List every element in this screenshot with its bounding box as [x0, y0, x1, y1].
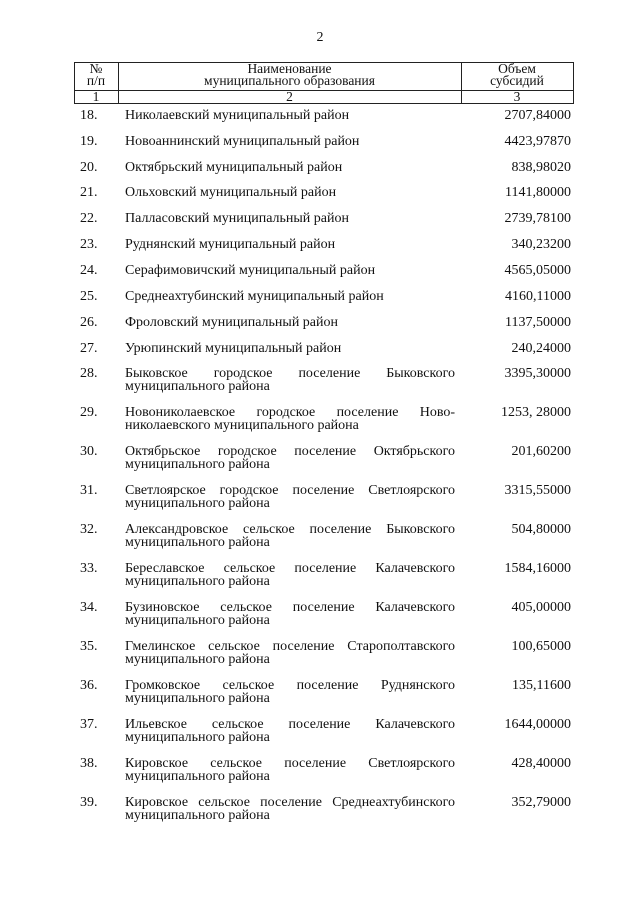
row-value: 201,60200: [511, 444, 571, 459]
row-number: 27.: [80, 341, 98, 356]
row-name: Гмелинское сельское поселение Старополтавского муниципального района: [125, 639, 455, 667]
header-number-line1: №: [89, 61, 103, 76]
row-number: 29.: [80, 405, 98, 420]
row-name: Фроловский муниципальный район: [125, 315, 339, 330]
row-value: 2707,84000: [504, 108, 571, 123]
row-name: Палласовский муниципальный район: [125, 211, 349, 226]
row-name: Ильевское сельское поселение Калачевского муниципального района: [125, 717, 455, 745]
row-value: 1141,80000: [505, 185, 571, 200]
header-name-line1: Наименование: [247, 61, 332, 76]
header-col-index-1: 1: [92, 89, 100, 104]
row-name: Александровское сельское поселение Быковского муниципального района: [125, 522, 455, 550]
row-number: 30.: [80, 444, 98, 459]
row-value: 4565,05000: [504, 263, 571, 278]
row-number: 34.: [80, 600, 98, 615]
row-name: Береславское сельское поселение Калачевского муниципального района: [125, 561, 455, 589]
row-value: 240,24000: [511, 341, 571, 356]
row-number: 23.: [80, 237, 98, 252]
row-number: 18.: [80, 108, 98, 123]
row-number: 24.: [80, 263, 98, 278]
row-value: 352,79000: [511, 795, 571, 810]
row-value: 135,11600: [512, 678, 571, 693]
row-value: 504,80000: [511, 522, 571, 537]
row-name: Бузиновское сельское поселение Калачевского муниципального района: [125, 600, 455, 628]
header-number-line2: п/п: [86, 73, 106, 88]
row-number: 28.: [80, 366, 98, 381]
row-name: Ольховский муниципальный район: [125, 185, 337, 200]
row-value: 3315,55000: [504, 483, 571, 498]
row-value: 1584,16000: [504, 561, 571, 576]
row-name: Кировское сельское поселение Светлоярского муниципального района: [125, 756, 455, 784]
row-value: 405,00000: [511, 600, 571, 615]
page-number: 2: [316, 30, 324, 45]
row-number: 36.: [80, 678, 98, 693]
row-value: 4160,11000: [505, 289, 571, 304]
row-name: Урюпинский муниципальный район: [125, 341, 342, 356]
row-value: 2739,78100: [504, 211, 571, 226]
row-number: 22.: [80, 211, 98, 226]
row-value: 1137,50000: [505, 315, 571, 330]
row-number: 35.: [80, 639, 98, 654]
row-number: 37.: [80, 717, 98, 732]
row-name: Новониколаевское городское поселение Ново-николаевского муниципального района: [125, 405, 455, 433]
row-name: Октябрьское городское поселение Октябрьского муниципального района: [125, 444, 455, 472]
row-number: 19.: [80, 134, 98, 149]
row-value: 100,65000: [511, 639, 571, 654]
row-number: 26.: [80, 315, 98, 330]
header-value-line2: субсидий: [490, 73, 544, 88]
row-name: Быковское городское поселение Быковского муниципального района: [125, 366, 455, 394]
row-name: Кировское сельское поселение Среднеахтубинского муниципального района: [125, 795, 455, 823]
row-number: 21.: [80, 185, 98, 200]
row-number: 32.: [80, 522, 98, 537]
header-col-index-3: 3: [513, 89, 521, 104]
row-value: 3395,30000: [504, 366, 571, 381]
row-value: 838,98020: [511, 160, 571, 175]
header-name-line2: муниципального образования: [204, 73, 375, 88]
row-number: 38.: [80, 756, 98, 771]
row-name: Руднянский муниципальный район: [125, 237, 336, 252]
row-number: 25.: [80, 289, 98, 304]
row-value: 428,40000: [511, 756, 571, 771]
row-name: Серафимовичский муниципальный район: [125, 263, 376, 278]
row-name: Светлоярское городское поселение Светлоярского муниципального района: [125, 483, 455, 511]
header-value-line1: Объем: [498, 61, 536, 76]
row-name: Громковское сельское поселение Руднянского муниципального района: [125, 678, 455, 706]
row-value: 340,23200: [511, 237, 571, 252]
row-name: Новоаннинский муниципальный район: [125, 134, 360, 149]
row-name: Николаевский муниципальный район: [125, 108, 350, 123]
row-value: 1644,00000: [504, 717, 571, 732]
row-name: Среднеахтубинский муниципальный район: [125, 289, 384, 304]
row-number: 20.: [80, 160, 98, 175]
row-value: 1253, 28000: [501, 405, 571, 420]
row-number: 33.: [80, 561, 98, 576]
row-number: 31.: [80, 483, 98, 498]
row-value: 4423,97870: [504, 134, 571, 149]
header-col-index-2: 2: [286, 89, 293, 104]
row-number: 39.: [80, 795, 98, 810]
row-name: Октябрьский муниципальный район: [125, 160, 343, 175]
